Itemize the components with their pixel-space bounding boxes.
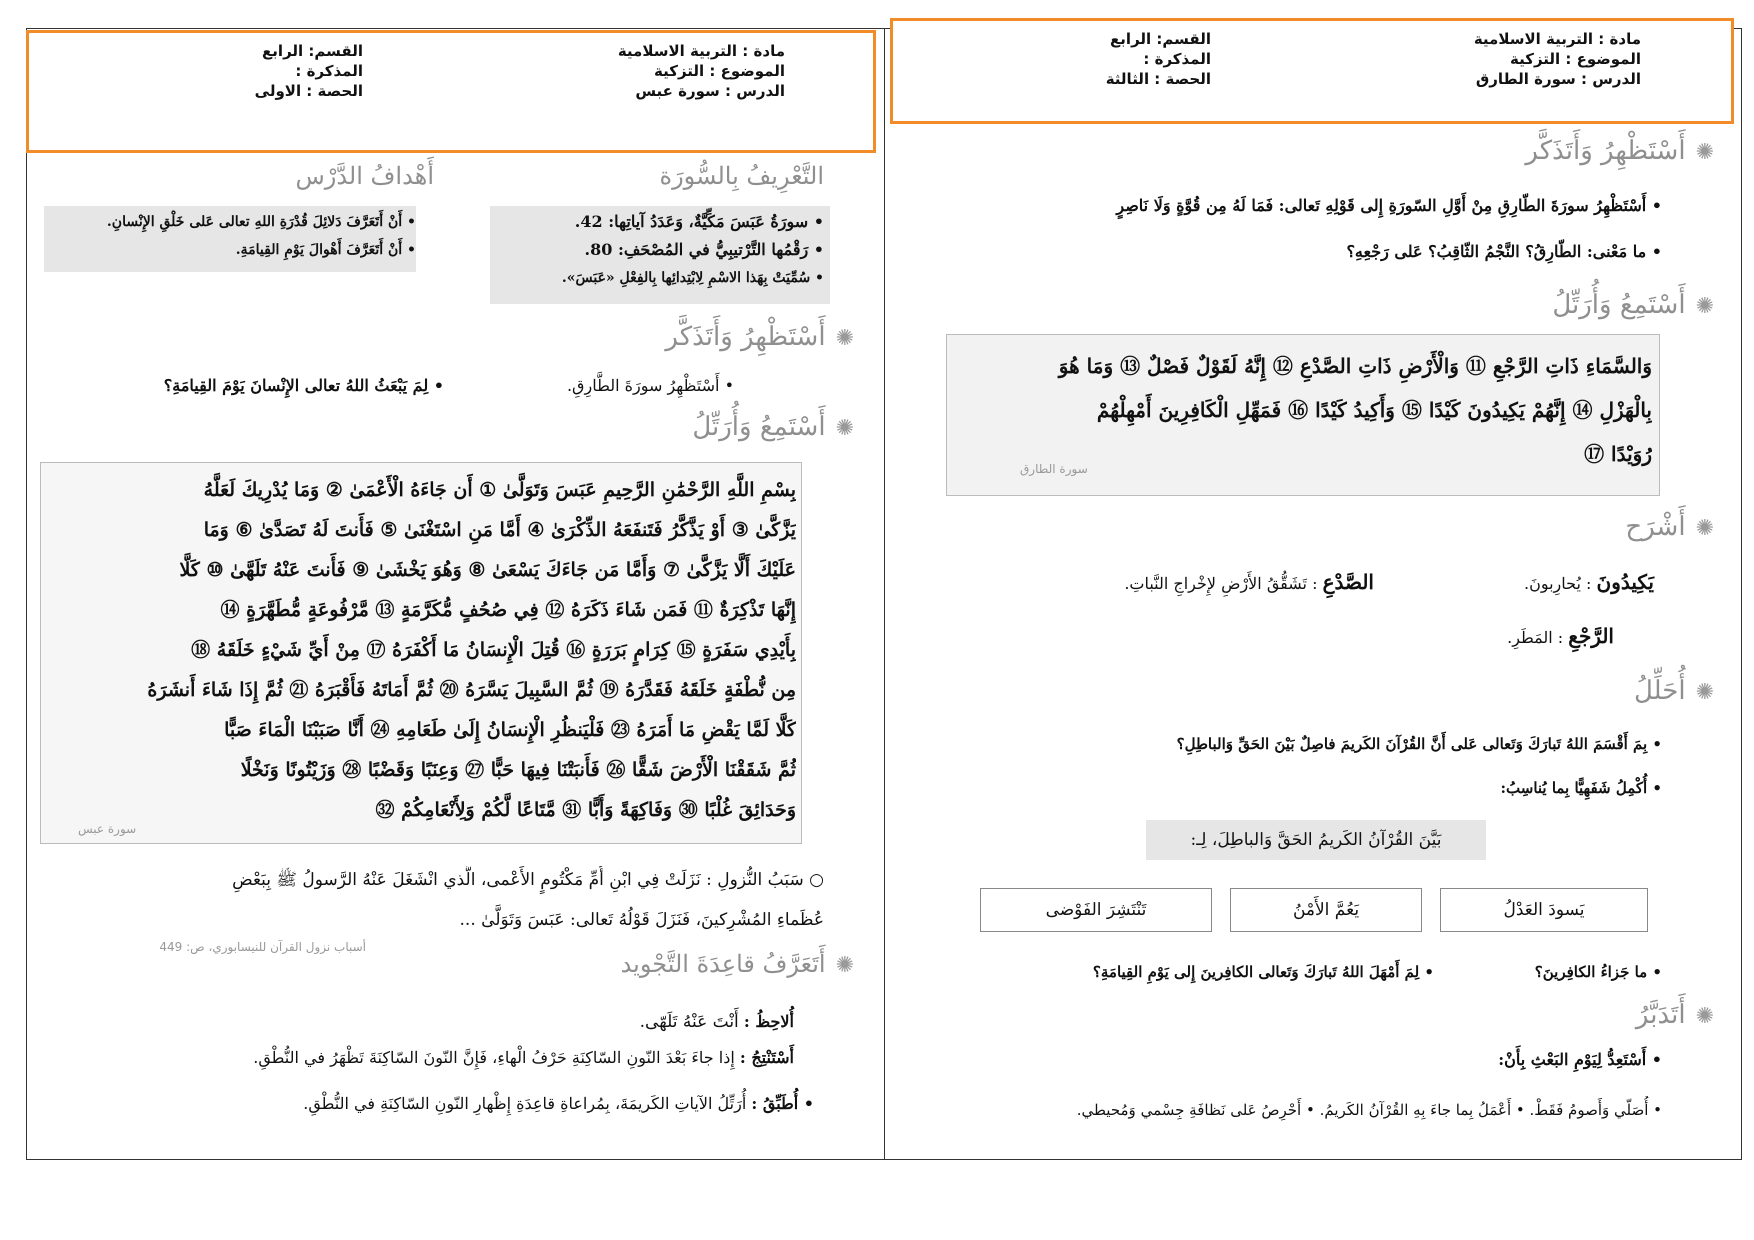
explain-meaning: : تَشَقُّقُ الأَرْضِ لإِخْراجِ النَّباتِ. [1124, 574, 1318, 593]
sun-icon: ✺ [835, 416, 854, 441]
right-recall-title [1314, 136, 1714, 166]
quran-line: ثُمَّ شَقَقْنَا الْأَرْضَ شَقًّا ㉖ فَأَنبَتْنَا فِيهَا حَبًّا ㉗ وَعِنَبًا وَقَضْبًا ㉘ وَزَيْتُونًا وَنَخْلًا [240, 759, 796, 781]
left-subject: مادة : التربية الاسلامية [617, 42, 785, 60]
explain-row-3 [1374, 622, 1614, 652]
right-recall-item: • ما مَعْنى: الطّارِقُ؟ النَّجْمُ الثّاقِبُ؟ عَلى رَجْعِهِ؟ [1346, 242, 1662, 261]
left-recall-title [454, 322, 854, 352]
sun-icon: ✺ [835, 953, 854, 978]
analyze-title-text: أُحَلِّلُ [1633, 676, 1686, 706]
explain-title-text: أَشْرَح [1625, 512, 1686, 542]
quran-line: كَلَّا لَمَّا يَقْضِ مَا أَمَرَهُ ㉓ فَلْيَنظُرِ الْإِنسَانُ إِلَىٰ طَعَامِهِ ㉔ أَنَّا صَبَبْنَا الْمَاءَ صَبًّا [224, 719, 796, 741]
reflect-title [1414, 1000, 1714, 1030]
analyze-q2: • أُكْمِلُ شَفَهِيًّا بِما يُناسِبُ: [1500, 779, 1662, 797]
left-header-right-col [618, 41, 785, 101]
reason-line-1: ○ سَبَبُ النُّزولِ : نَزَلَتْ فِي ابْنِ أُمِّ مَكْتُومٍ الأَعْمى، الَّذي انْشَغَلَ عَنْهُ الرَّسولُ ﷺ بِبَعْضِ [232, 870, 824, 890]
right-subject: مادة : التربية الاسلامية [1473, 30, 1641, 48]
left-lesson: الدرس : سورة عبس [635, 82, 785, 100]
left-memo: المذكرة : [295, 62, 363, 80]
quran-line: وَحَدَائِقَ غُلْبًا ㉚ وَفَاكِهَةً وَأَبًّا ㉛ مَّتَاعًا لَّكُمْ وَلِأَنْعَامِكُمْ ㉜ [375, 799, 796, 821]
left-quran-text [46, 470, 796, 830]
left-recall-title-text: أَسْتَظْهِرُ وَأَتَذَكَّر [665, 322, 826, 352]
right-header-right-col [1474, 29, 1641, 89]
tajweed-title-text: أَتَعَرَّفُ قاعِدَةَ التَّجْويد [620, 950, 826, 978]
left-recall-item: • أَسْتَظْهِرُ سورَةَ الطَّارِقِ. [566, 376, 734, 395]
right-section: القسم: الرابع [1110, 30, 1211, 48]
right-recall-title-text: أَسْتَظْهِرُ وَأَتَذَكَّر [1525, 136, 1686, 166]
right-listen-title-text: أَسْتَمِعُ وَأُرَتِّلُ [1552, 290, 1686, 320]
reflect-title-text: أَتَدَبَّرُ [1635, 1000, 1686, 1030]
analyze-q4: • لِمَ أَمْهَلَ اللهُ تَبارَكَ وَتَعالى الكافِرينَ إِلى يَوْمِ القِيامَةِ؟ [1092, 963, 1434, 981]
quran-line: وَالسَّمَاءِ ذَاتِ الرَّجْعِ ⑪ وَالْأَرْضِ ذَاتِ الصَّدْعِ ⑫ إِنَّهُ لَقَوْلٌ فَصْلٌ ⑬ وَمَا هُوَ [1058, 354, 1652, 378]
sun-icon: ✺ [1695, 1004, 1714, 1029]
tajweed-title [494, 950, 854, 978]
analyze-q3: • ما جَزاءُ الكافِرينَ؟ [1534, 963, 1662, 981]
quran-line: بِأَيْدِي سَفَرَةٍ ⑮ كِرَامٍ بَرَرَةٍ ⑯ قُتِلَ الْإِنسَانُ مَا أَكْفَرَهُ ⑰ مِنْ أَيِّ شَيْءٍ خَلَقَهُ ⑱ [191, 639, 796, 661]
notice-label: أُلاحِظُ : [743, 1012, 794, 1031]
right-quran-caption: سورة الطارق [1020, 462, 1088, 476]
intro-item: • سُمِّيَتْ بِهَذا الاسْمِ لِابْتِدائِها بِالفِعْلِ «عَبَسَ». [561, 270, 824, 286]
analyze-q1: • بِمَ أَقْسَمَ اللهُ تَبارَكَ وَتَعالى عَلى أَنَّ القُرْآنَ الكَريمَ فاصِلٌ بَيْنَ الحَقِّ وَالباطِلِ؟ [1176, 735, 1662, 753]
reflect-answers: • أُصَلّي وَأَصومُ فَقَطْ. • أَعْمَلُ بِما جاءَ بِهِ القُرْآنُ الكَريمُ. • أَحْرِصُ عَلى نَظافَةِ جِسْمي وَمُحيطي. [1076, 1101, 1662, 1119]
reason-source: أسباب نزول القرآن للنيسابوري، ص: 449 [159, 940, 366, 954]
apply-label: • أُطَبِّقُ : [751, 1094, 814, 1113]
left-header [26, 30, 876, 153]
reason-line-2: عُظَماءِ المُشْرِكينَ، فَنَزَلَ قَوْلُهُ تَعالى: عَبَسَ وَتَوَلَّىٰ ... [459, 910, 824, 930]
left-topic: الموضوع : التزكية [654, 62, 785, 80]
right-listen-title [1414, 290, 1714, 320]
sun-icon: ✺ [1695, 680, 1714, 705]
left-listen-title-text: أَسْتَمِعُ وَأُرَتِّلُ [692, 412, 826, 442]
notice-text: أَنْتَ عَنْهُ تَلَهّى. [639, 1012, 739, 1032]
explain-title [1414, 512, 1714, 542]
deduce-text: إِذا جاءَ بَعْدَ النّونِ السّاكِنَةِ حَرْفُ الْهاءِ، فَإِنَّ النّونَ السّاكِنَةَ تَظْهَرُ في النُّطْقِ. [253, 1048, 735, 1067]
sun-icon: ✺ [1695, 516, 1714, 541]
explain-word: الصَّدْعِ [1322, 570, 1374, 594]
sun-icon: ✺ [1695, 294, 1714, 319]
analyze-title [1414, 676, 1714, 706]
left-recall-item: • لِمَ يَبْعَثُ اللهُ تعالى الإِنْسانَ يَوْمَ القِيامَةِ؟ [163, 376, 444, 395]
intro-list [484, 208, 824, 292]
left-quran-caption: سورة عبس [78, 822, 137, 836]
deduce-label: أَسْتَنْتِجُ : [739, 1048, 794, 1067]
quran-line: رُوَيْدًا ⑰ [1584, 442, 1652, 466]
right-topic: الموضوع : التزكية [1510, 50, 1641, 68]
deduce-row [44, 1044, 794, 1072]
left-header-left-col [255, 41, 363, 101]
goals-list [44, 208, 416, 264]
explain-word: يَكِيدُونَ [1596, 570, 1654, 594]
option-box[interactable]: يَعُمَّ الأَمْنُ [1230, 888, 1422, 932]
right-memo: المذكرة : [1143, 50, 1211, 68]
quran-line: مِن نُّطْفَةٍ خَلَقَهُ فَقَدَّرَهُ ⑲ ثُمَّ السَّبِيلَ يَسَّرَهُ ⑳ ثُمَّ أَمَاتَهُ فَأَقْبَرَهُ ㉑ ثُمَّ إِذَا شَاءَ أَنشَرَهُ [147, 679, 796, 701]
sun-icon: ✺ [1695, 140, 1714, 165]
goals-item: • أَنْ أَتَعَرَّفَ دَلائِلَ قُدْرَةِ اللهِ تعالى عَلى خَلْقِ الإِنْسانِ. [106, 214, 416, 230]
apply-text: أُرَتِّلُ الآياتِ الكَريمَةَ، بِمُراعاةِ قاعِدَةِ إِظْهارِ النّونِ السّاكِنَةِ في النُّطْقِ. [303, 1094, 747, 1113]
sun-icon: ✺ [835, 326, 854, 351]
right-lesson: الدرس : سورة الطارق [1475, 70, 1641, 88]
quran-line: إِنَّهَا تَذْكِرَةٌ ⑪ فَمَن شَاءَ ذَكَرَهُ ⑫ فِي صُحُفٍ مُّكَرَّمَةٍ ⑬ مَّرْفُوعَةٍ مُّطَهَّرَةٍ ⑭ [220, 599, 796, 621]
analyze-stem: بَيَّنَ القُرْآنُ الكَريمُ الحَقَّ وَالباطِلَ، لِـ: [1190, 830, 1442, 850]
goals-item: • أَنْ أَتَعَرَّفَ أَهْوالَ يَوْمِ القِيامَةِ. [235, 242, 416, 258]
left-section: القسم: الرابع [262, 42, 363, 60]
left-session: الحصة : الاولى [254, 82, 363, 100]
quran-line: عَلَيْكَ أَلَّا يَزَّكَّىٰ ⑦ وَأَمَّا مَن جَاءَكَ يَسْعَىٰ ⑧ وَهُوَ يَخْشَىٰ ⑨ فَأَنتَ عَنْهُ تَلَهَّىٰ ⑩ كَلَّا [179, 559, 796, 581]
quran-line: بِسْمِ اللَّهِ الرَّحْمَٰنِ الرَّحِيمِ عَبَسَ وَتَوَلَّىٰ ① أَن جَاءَهُ الْأَعْمَىٰ ② وَمَا يُدْرِيكَ لَعَلَّهُ [203, 479, 796, 501]
right-header-left-col [1106, 29, 1211, 89]
notice-row [94, 1008, 794, 1036]
reflect-q: • أَسْتَعِدُّ لِيَوْمِ البَعْثِ بِأَنْ: [1498, 1050, 1662, 1069]
explain-row-1 [1414, 568, 1654, 598]
intro-item: • رَقْمُها التَّرْتيبِيُّ في المُصْحَفِ: 80. [584, 240, 824, 259]
quran-line: بِالْهَزْلِ ⑭ إِنَّهُمْ يَكِيدُونَ كَيْدًا ⑮ وَأَكِيدُ كَيْدًا ⑯ فَمَهِّلِ الْكَافِرِينَ أَمْهِلْهُمْ [1096, 398, 1652, 422]
right-session: الحصة : الثالثة [1105, 70, 1211, 88]
intro-title: التَّعْرِيفُ بِالسُّورَة [659, 162, 824, 190]
goals-title: أَهْدافُ الدَّرْس [295, 162, 434, 190]
explain-row-2 [974, 568, 1374, 598]
right-recall-item: • أَسْتَظْهِرُ سورَةَ الطّارِقِ مِنْ أَوَّلِ السّورَةِ إِلى قَوْلِهِ تَعالى: فَمَا لَهُ مِن قُوَّةٍ وَلَا نَاصِرٍ [1116, 196, 1662, 215]
intro-item: • سورَةُ عَبَسَ مَكِّيَّةٌ، وَعَدَدُ آياتِها: 42. [574, 212, 824, 231]
left-listen-title [554, 412, 854, 442]
explain-word: الرَّجْعِ [1568, 624, 1614, 648]
right-header [890, 18, 1734, 124]
option-box[interactable]: تَنْتَشِرَ الفَوْضى [980, 888, 1212, 932]
explain-meaning: : المَطَرِ. [1507, 628, 1564, 647]
right-quran-text [952, 344, 1652, 476]
apply-row [54, 1090, 814, 1118]
quran-line: يَزَّكَّىٰ ③ أَوْ يَذَّكَّرُ فَتَنفَعَهُ الذِّكْرَىٰ ④ أَمَّا مَنِ اسْتَغْنَىٰ ⑤ فَأَنتَ لَهُ تَصَدَّىٰ ⑥ وَمَا [203, 519, 796, 541]
option-box[interactable]: يَسودَ العَدْلُ [1440, 888, 1648, 932]
explain-meaning: : يُحارِبونَ. [1523, 574, 1592, 593]
